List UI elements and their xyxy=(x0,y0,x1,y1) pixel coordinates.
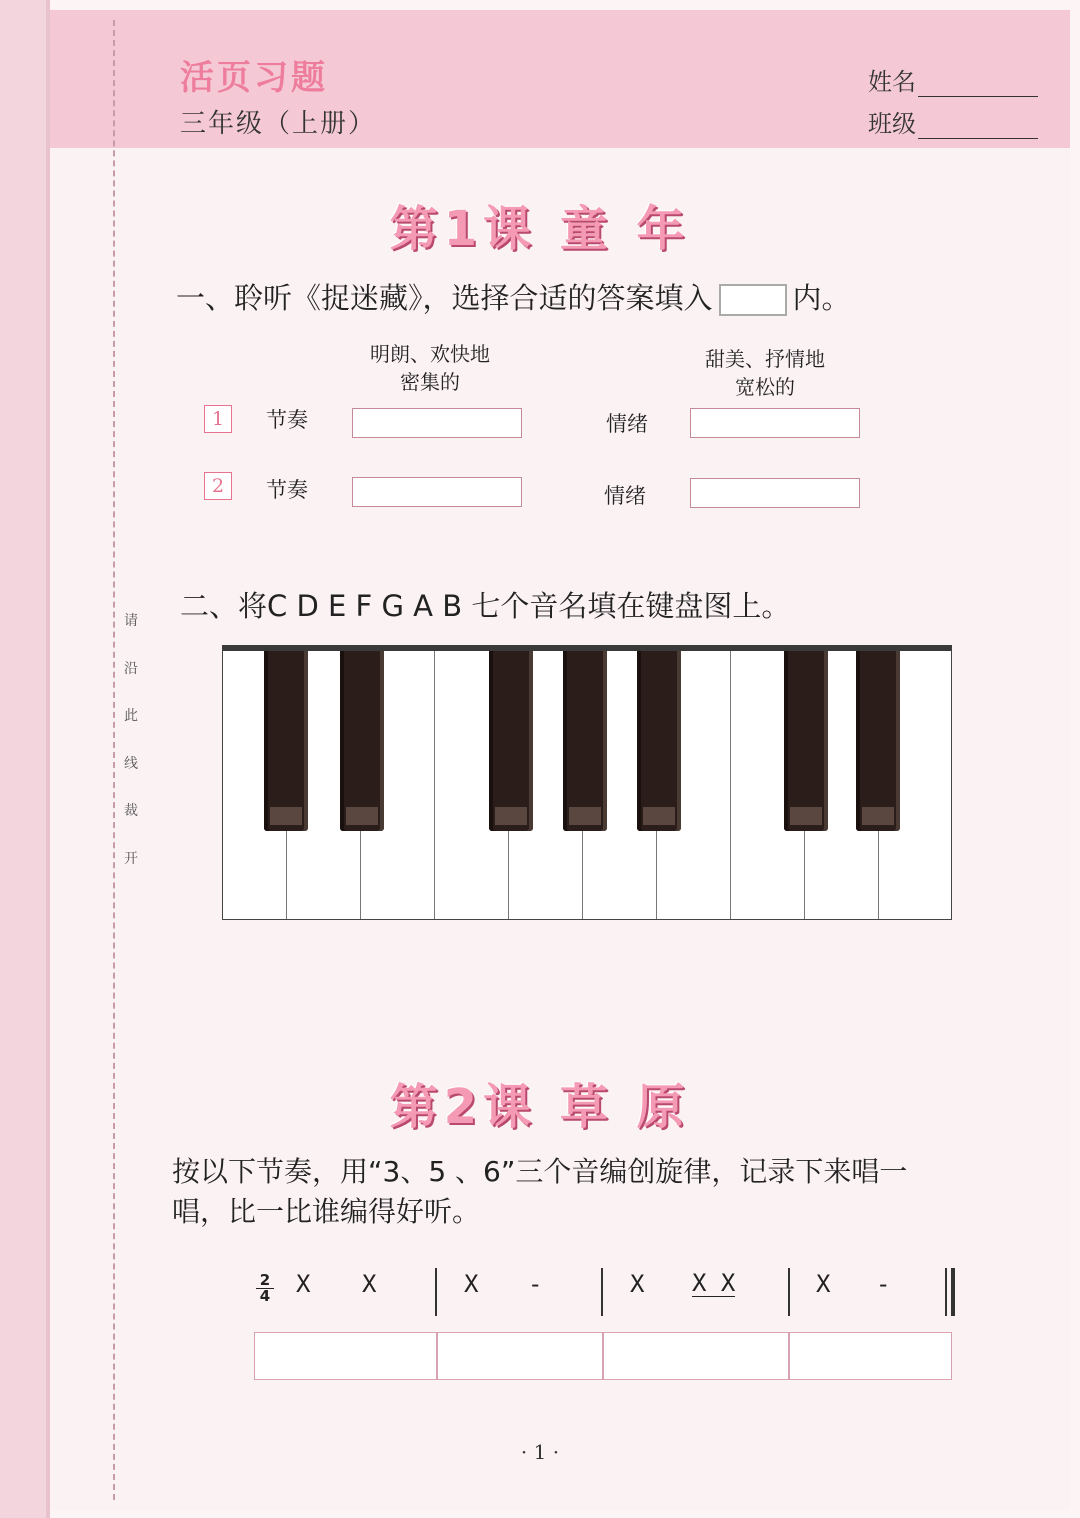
rhythm-answer-1[interactable] xyxy=(352,408,522,438)
question-2-text: 二、将C D E F G A B 七个音名填在键盘图上。 xyxy=(180,589,791,623)
cut-char: 开 xyxy=(124,850,138,867)
rhythm-label-2: 节奏 xyxy=(266,478,308,502)
rhythm-note: X xyxy=(630,1270,645,1298)
melody-answer-row xyxy=(254,1332,952,1380)
black-key xyxy=(637,651,681,831)
measure-divider xyxy=(788,1333,790,1379)
question-1-suffix: 内。 xyxy=(792,281,851,315)
options-left xyxy=(340,340,520,396)
lesson2-title: 第2课 草 原 xyxy=(389,1079,691,1135)
series-title: 活页习题 xyxy=(180,58,328,98)
mood-label-1: 情绪 xyxy=(606,412,648,436)
name-field xyxy=(868,62,1038,97)
name-label: 姓名 xyxy=(868,68,916,96)
black-key xyxy=(856,651,900,831)
class-field xyxy=(868,104,1038,139)
rhythm-note: X xyxy=(362,1270,377,1298)
measure-divider xyxy=(436,1333,438,1379)
class-blank[interactable] xyxy=(918,116,1038,139)
rhythm-dash: - xyxy=(528,1270,543,1298)
cut-char: 请 xyxy=(124,613,138,629)
bar-line xyxy=(435,1268,437,1316)
option-bright-cheerful: 明朗、欢快地 xyxy=(370,342,490,366)
question-1 xyxy=(176,276,851,317)
rhythm-note: X xyxy=(816,1270,831,1298)
time-sig-top: 2 xyxy=(256,1273,274,1289)
option-dense: 密集的 xyxy=(400,370,460,394)
lesson2-instruction-line1: 按以下节奏，用“3、5 、6”三个音编创旋律，记录下来唱一 xyxy=(172,1155,908,1188)
row-number-2: 2 xyxy=(204,472,232,500)
name-blank[interactable] xyxy=(918,74,1038,97)
cut-char: 此 xyxy=(124,708,138,724)
rhythm-answer-2[interactable] xyxy=(352,477,522,507)
measure-divider xyxy=(602,1333,604,1379)
lesson2-instruction-line2: 唱，比一比谁编得好听。 xyxy=(172,1195,481,1228)
time-signature xyxy=(256,1273,274,1304)
option-sweet-lyrical: 甜美、抒情地 xyxy=(705,347,825,371)
bar-line xyxy=(788,1268,790,1316)
page-number: · 1 · xyxy=(520,1440,560,1464)
black-key xyxy=(563,651,607,831)
time-sig-bottom: 4 xyxy=(259,1287,271,1305)
bar-line xyxy=(601,1268,603,1316)
rhythm-dash: - xyxy=(876,1270,891,1298)
lesson1-title: 第1课 童 年 xyxy=(389,201,691,257)
cut-char: 线 xyxy=(124,755,138,772)
class-label: 班级 xyxy=(868,110,916,138)
rhythm-note: X xyxy=(464,1270,479,1298)
rhythm-note: X xyxy=(296,1270,311,1298)
row-number-1: 1 xyxy=(204,405,232,433)
mood-answer-2[interactable] xyxy=(690,478,860,508)
grade-label: 三年级（上册） xyxy=(180,109,377,139)
option-loose: 宽松的 xyxy=(735,375,795,399)
cut-line-text xyxy=(120,598,142,883)
cut-char: 裁 xyxy=(124,803,138,819)
mood-label-2: 情绪 xyxy=(604,484,646,508)
rhythm-label-1: 节奏 xyxy=(266,408,308,432)
black-key xyxy=(784,651,828,831)
black-key xyxy=(489,651,533,831)
cut-char: 沿 xyxy=(124,660,138,677)
final-bar-thin xyxy=(945,1268,947,1316)
black-key xyxy=(340,651,384,831)
black-key xyxy=(264,651,308,831)
example-blank-box xyxy=(719,284,787,316)
mood-answer-1[interactable] xyxy=(690,408,860,438)
question-1-text: 一、聆听《捉迷藏》，选择合适的答案填入 xyxy=(176,281,713,315)
piano-keyboard xyxy=(222,645,952,920)
rhythm-eighth-pair: X X xyxy=(692,1269,736,1297)
final-bar-thick xyxy=(951,1268,955,1316)
options-right xyxy=(680,345,850,401)
